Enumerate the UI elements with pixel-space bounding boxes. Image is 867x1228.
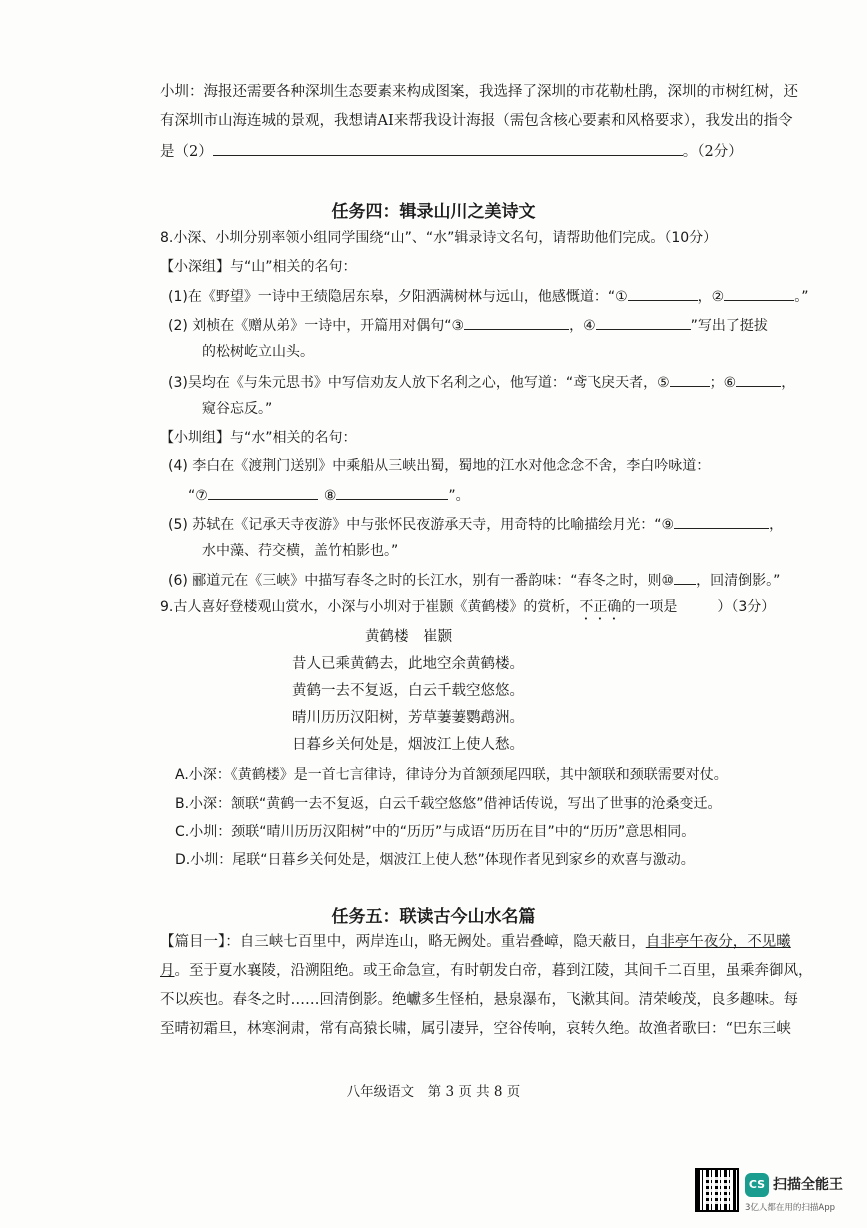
blank-9[interactable] [674,513,769,529]
underlined-text: 自非亭午夜分，不见曦 [645,934,791,950]
blank-2[interactable] [724,285,794,301]
scanner-tagline: 3亿人都在用的扫描App [745,1203,836,1213]
poem-line: 晴川历历汉阳树，芳草萋萋鹦鹉洲。 [292,710,524,726]
passage-line-2: 月。至于夏水襄陵，沿溯阻绝。或王命急宣，有时朝发白帝，暮到江陵，其间千二百里，虽乘奔御风， [160,963,813,979]
item-5: (5) 苏轼在《记承天寺夜游》中与张怀民夜游承天寺，用奇特的比喻描绘月光：“⑨ ， [168,513,783,535]
item-6: (6) 郦道元在《三峡》中描写春冬之时的长江水，别有一番韵味：“春冬之时，则⑩ ，回清倒影。” [168,569,780,591]
passage-line-1: 【篇目一】：自三峡七百里中，两岸连山，略无阙处。重岩叠嶂，隐天蔽日，自非亭午夜分，不见曦 [160,934,791,950]
option-d[interactable]: D.小圳：尾联“日暮乡关何处是，烟波江上使人愁”体现作者见到家乡的欢喜与激动。 [175,852,695,868]
blank-8[interactable] [336,484,448,500]
task5-title: 任务五：联读古今山水名篇 [331,907,536,927]
question-8: 8.小深、小圳分别率领小组同学围绕“山”、“水”辑录诗文名句，请帮助他们完成。（10分） [160,230,718,246]
poem-line: 昔人已乘黄鹤去，此地空余黄鹤楼。 [292,656,524,672]
question-9: 9.古人喜好登楼观山赏水，小深与小圳对于崔颢《黄鹤楼》的赏析，不正确的一项是 ）（3分） [160,599,776,615]
item-3: (3)吴均在《与朱元思书》中写信劝友人放下名利之心，他写道：“鸢飞戾天者，⑤ ；⑥ ， [168,371,795,393]
qr-code [695,1168,739,1212]
blank-3[interactable] [464,314,569,330]
item-4: (4) 李白在《渡荆门送别》中乘船从三峡出蜀，蜀地的江水对他念念不舍，李白吟咏道： [168,458,711,474]
group-water-heading: 【小圳组】与“水”相关的名句： [160,430,357,446]
passage-line-4: 至晴初霜旦，林寒涧肃，常有高猿长啸，属引凄异，空谷传响，哀转久绝。故渔者歌曰：“巴东三峡 [160,1021,791,1037]
item-3-cont: 窥谷忘反。” [202,401,273,417]
answer-line-2 [160,140,743,162]
task4-title: 任务四：辑录山川之美诗文 [331,202,536,222]
item-1: (1)在《野望》一诗中王绩隐居东皋，夕阳洒满树林与远山，他感慨道：“① ，② 。” [168,285,808,307]
option-b[interactable]: B.小深：颔联“黄鹤一去不复返，白云千载空悠悠”借神话传说，写出了世事的沧桑变迁。 [175,796,722,812]
answer-prefix: 是（2） [160,144,213,160]
group-mountain-heading: 【小深组】与“山”相关的名句： [160,259,357,275]
poem-line: 黄鹤一去不复返，白云千载空悠悠。 [292,683,524,699]
camscanner-logo-icon: CS [745,1173,769,1197]
blank-1[interactable] [628,285,698,301]
item-5-cont: 水中藻、荇交横，盖竹柏影也。” [202,543,399,559]
emphasis-not-correct: 不正确 [579,599,622,615]
poster-instruction-line-2: 有深圳市山海连城的景观，我想请AI来帮我设计海报（需包含核心要素和风格要求），我发出的指令 [160,113,793,129]
blank-7[interactable] [208,484,318,500]
blank-10[interactable] [674,569,696,585]
blank-4[interactable] [596,314,691,330]
answer-score: 。（2分） [682,144,743,160]
poem-line: 日暮乡关何处是，烟波江上使人愁。 [292,737,524,753]
option-a[interactable]: A.小深：《黄鹤楼》是一首七言律诗，律诗分为首颔颈尾四联，其中颔联和颈联需要对仗。 [175,767,728,783]
page-footer: 八年级语文 第 3 页 共 8 页 [346,1084,521,1100]
blank-6[interactable] [736,371,781,387]
answer-blank-2[interactable] [213,140,683,156]
option-c[interactable]: C.小圳：颈联“晴川历历汉阳树”中的“历历”与成语“历历在目”中的“历历”意思相同。 [175,824,696,840]
poem-title: 黄鹤楼 崔颢 [365,629,452,645]
item-4-cont: “⑦ ⑧ ”。 [188,484,470,506]
item-2: (2) 刘桢在《赠从弟》一诗中，开篇用对偶句“③ ，④ ”写出了挺拔 [168,314,768,336]
poster-instruction-line-1: 小圳：海报还需要各种深圳生态要素来构成图案，我选择了深圳的市花勒杜鹃，深圳的市树红树，还 [160,84,798,100]
blank-5[interactable] [670,371,710,387]
scanner-app-name: 扫描全能王 [773,1177,843,1193]
item-2-cont: 的松树屹立山头。 [202,344,314,360]
passage-line-3: 不以疾也。春冬之时……回清倒影。绝巘多生怪柏，悬泉瀑布，飞漱其间。清荣峻茂，良多趣味。每 [160,992,798,1008]
